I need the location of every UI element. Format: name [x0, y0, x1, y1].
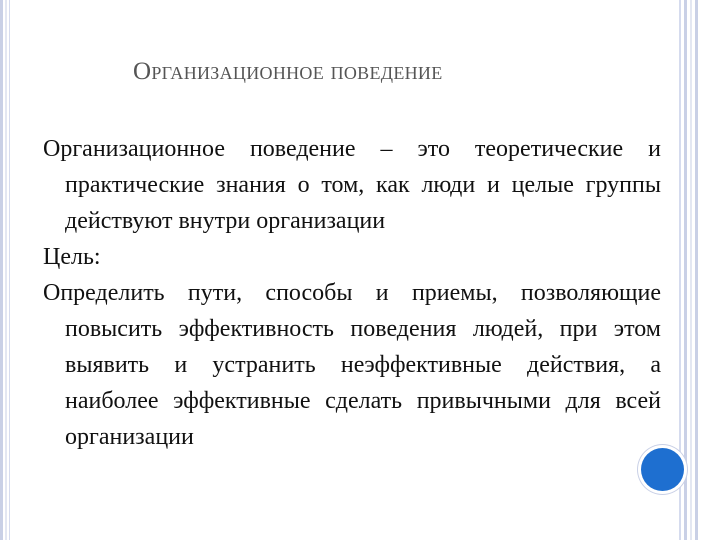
frame-stripe	[695, 0, 698, 540]
frame-stripe	[684, 0, 687, 540]
decorative-circle-icon	[641, 448, 684, 491]
frame-stripe	[5, 0, 7, 540]
definition-paragraph: Организационное поведение – это теоретические и практические знания о том, как люди и целые группы действуют внутри организации	[43, 136, 661, 234]
frame-stripe	[690, 0, 692, 540]
goal-paragraph: Определить пути, способы и приемы, позволяющие повысить эффективность поведения людей, при этом выявить и устранить неэффективные действия, а наиболее эффективные сделать привычными для всей организации	[43, 280, 661, 450]
slide-body	[43, 131, 661, 455]
goal-heading: Цель:	[43, 244, 101, 270]
slide-title: Организационное поведение	[133, 58, 443, 85]
frame-stripe	[9, 0, 10, 540]
frame-stripe	[0, 0, 3, 540]
